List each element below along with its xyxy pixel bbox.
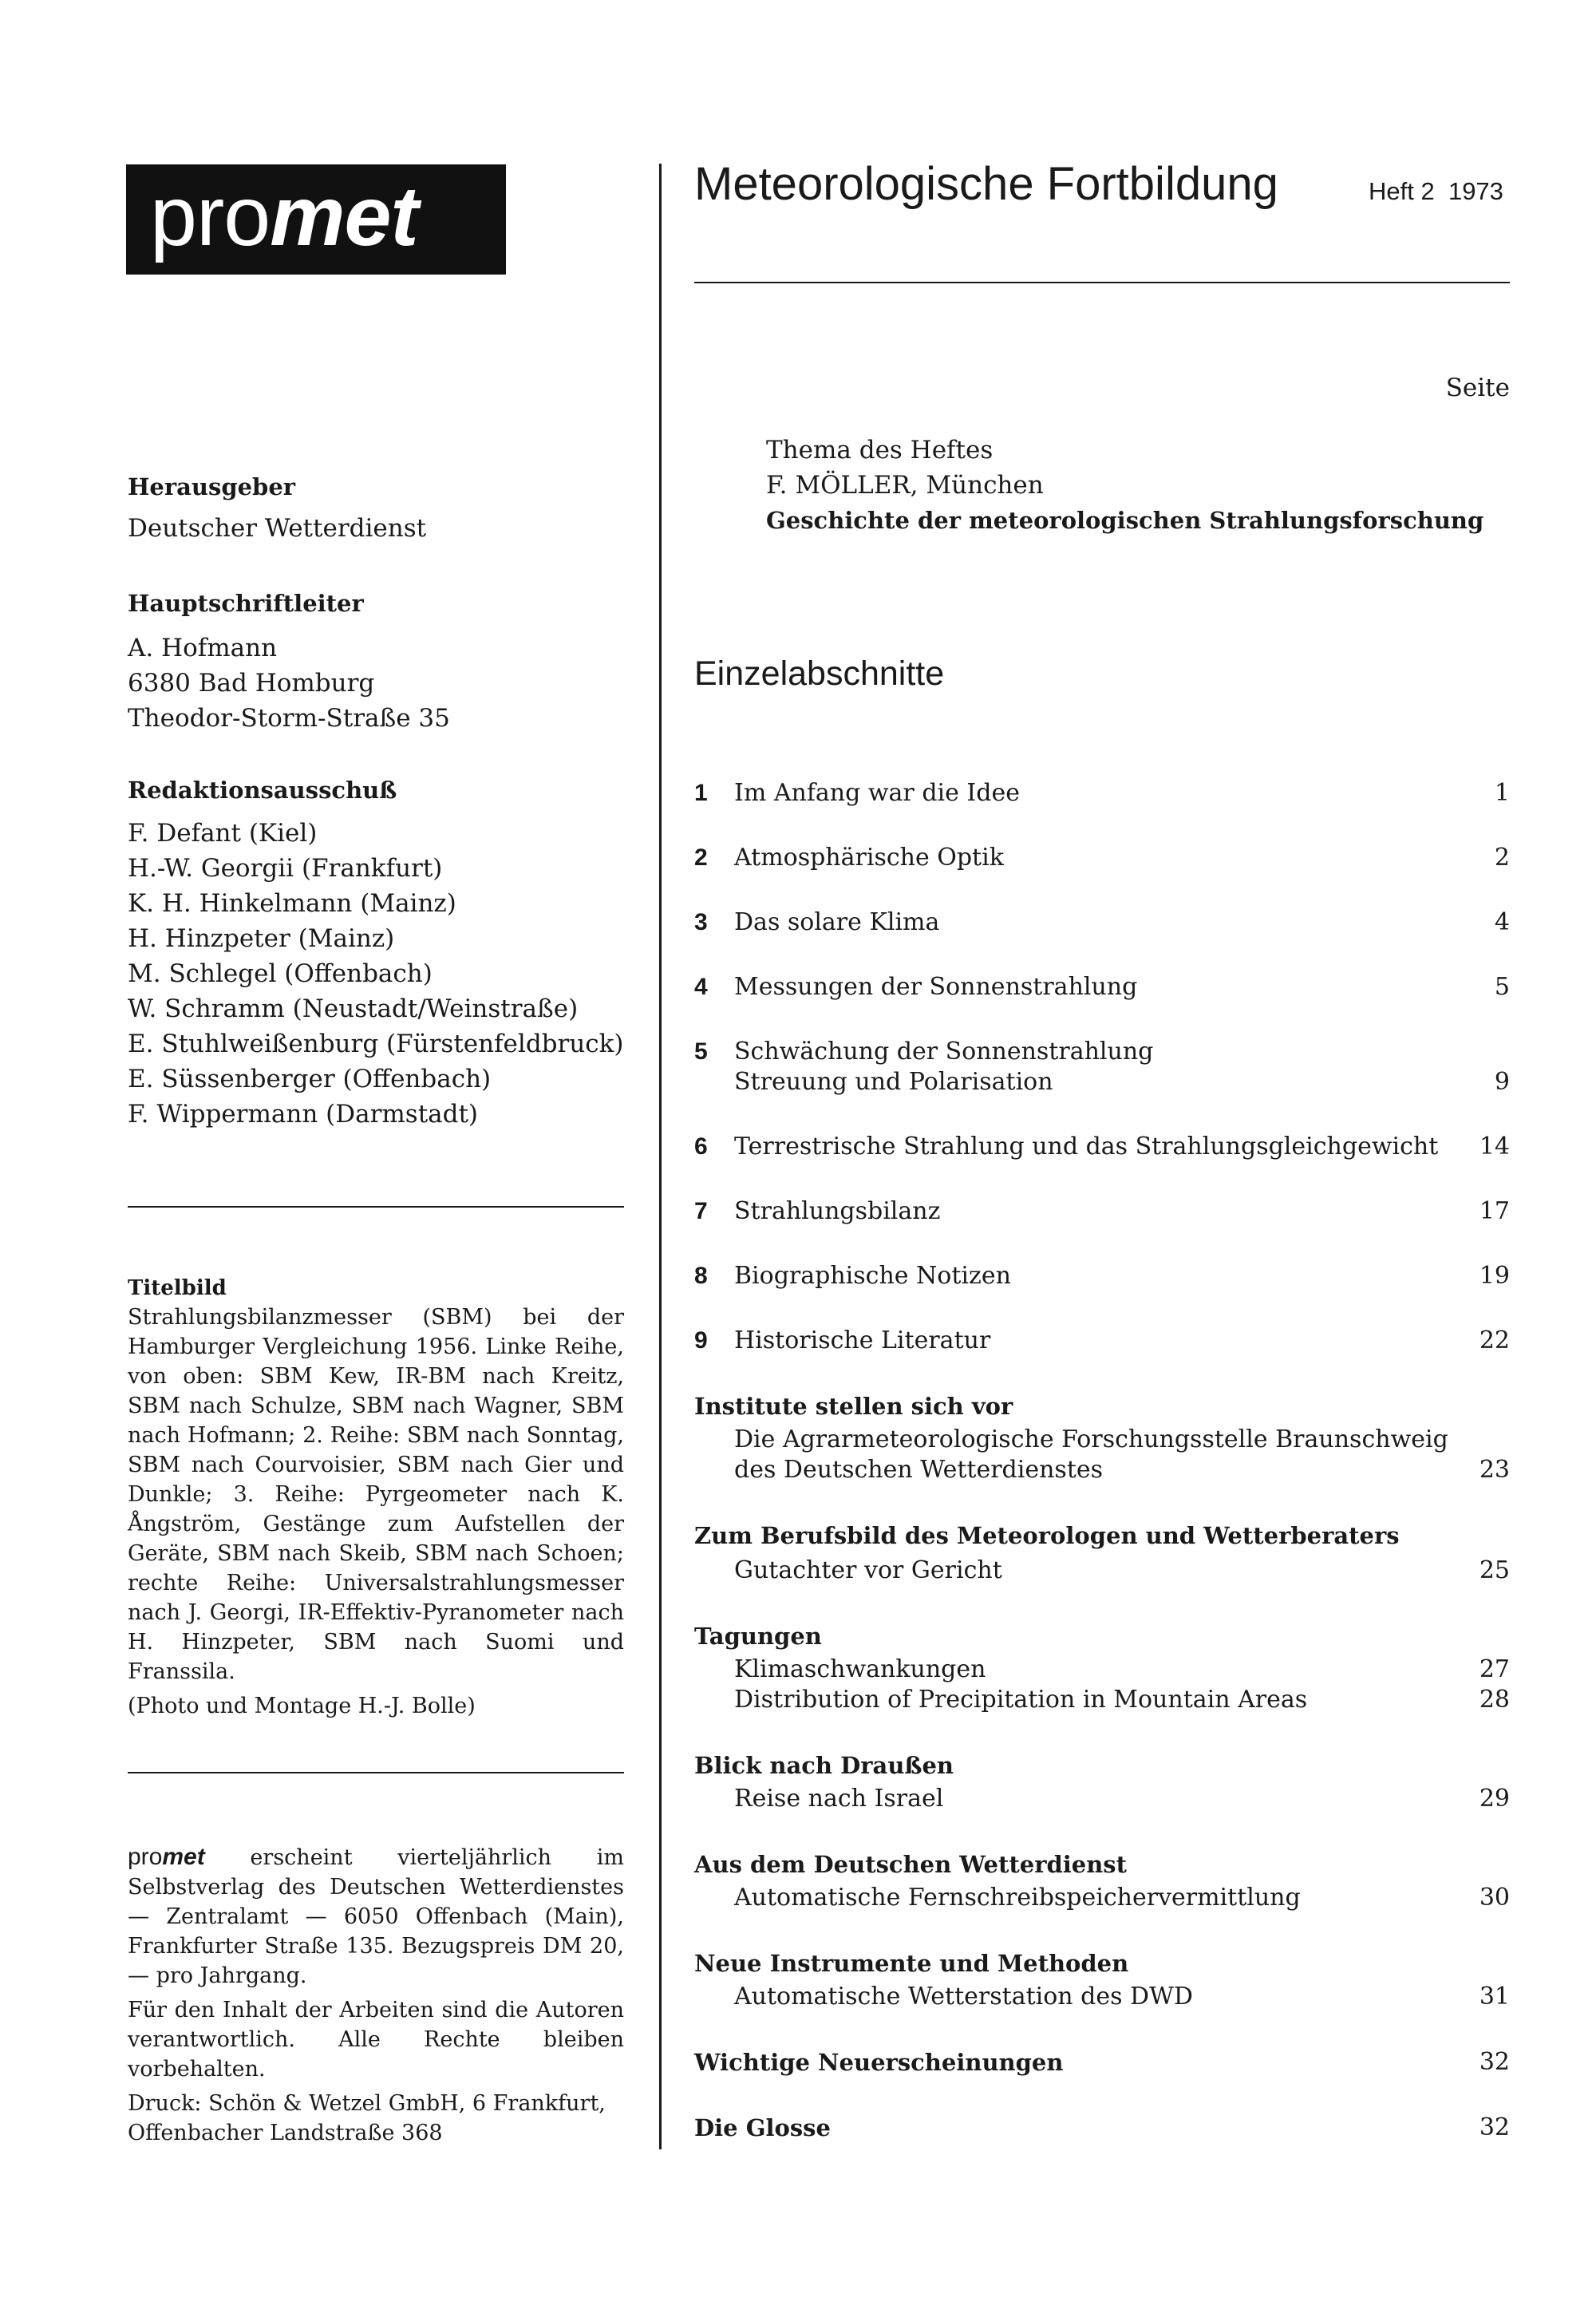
chapter-page: 19 <box>1479 1262 1510 1290</box>
chapter-title: Terrestrische Strahlung und das Strahlungsgleichgewicht <box>734 1133 1439 1160</box>
chapter-subtitle: Streuung und Polarisation <box>734 1068 1053 1096</box>
chapter-number: 2 <box>694 844 708 871</box>
redaktion-member: E. Stuhlweißenburg (Fürstenfeldbruck) <box>128 1030 624 1058</box>
entry-title: Reise nach Israel <box>734 1785 944 1813</box>
theme-author: F. MÖLLER, München <box>766 471 1044 500</box>
entry-page: 25 <box>1479 1556 1510 1584</box>
chapter-title: Schwächung der Sonnenstrahlung <box>734 1038 1154 1066</box>
titelbild-credit: (Photo und Montage H.-J. Bolle) <box>128 1694 476 1718</box>
left-rule-2 <box>128 1772 624 1773</box>
chapter-number: 5 <box>694 1038 708 1065</box>
section-heading-neuerscheinungen: Wichtige Neuerscheinungen <box>694 2049 1064 2076</box>
theme-block <box>766 433 1483 538</box>
chapter-number: 6 <box>694 1133 708 1160</box>
chapter-row[interactable] <box>694 1037 1510 1097</box>
entry-page: 31 <box>1479 1983 1510 2011</box>
chapter-number: 8 <box>694 1263 708 1289</box>
promet-logo <box>126 164 506 275</box>
logo-light-text: pro <box>150 169 271 263</box>
chapter-number: 3 <box>694 909 708 935</box>
titelbild-caption: Strahlungsbilanzmesser (SBM) bei der Hamburger Vergleichung 1956. Linke Reihe, von oben: SBM Kew, IR-BM nach Kreitz, SBM nach Schulze, SBM nach Wagner, SBM nach Hofmann; 2. Reihe: SBM nach Sonntag, SBM nach Courvoisier, SBM nach Gier und Dunkle; 3. Reihe: Pyrgeometer nach K. Ångström, Gestänge zum Aufstellen der Geräte, SBM nach Skeib, SBM nach Schoen; rechte Reihe: Universalstrahlungsmesser nach J. Georgi, IR-Effektiv-Pyranometer nach H. Hinzpeter, SBM nach Suomi und Franssila. <box>128 1305 624 1684</box>
redaktion-member: K. H. Hinkelmann (Mainz) <box>128 889 456 918</box>
imprint-logo-bold: met <box>162 1844 205 1870</box>
chapter-page: 2 <box>1494 844 1510 872</box>
issue-number: Heft 2 <box>1369 177 1435 205</box>
section-heading-glosse: Die Glosse <box>694 2114 831 2141</box>
entry-title: Gutachter vor Gericht <box>734 1556 1002 1584</box>
entry-title: Automatische Fernschreibspeichervermittlung <box>734 1884 1301 1912</box>
chapter-page: 4 <box>1494 908 1510 936</box>
section-heading-tagungen: Tagungen <box>694 1623 822 1650</box>
chapter-title: Biographische Notizen <box>734 1262 1011 1290</box>
chapter-title: Das solare Klima <box>734 908 940 936</box>
section-heading-blick: Blick nach Draußen <box>694 1752 954 1779</box>
hauptschriftleiter-city: 6380 Bad Homburg <box>128 669 375 698</box>
issue-info <box>1369 176 1503 208</box>
section-list <box>694 1391 1510 2141</box>
imprint-logo-light: pro <box>128 1844 163 1870</box>
entry-title: Die Agrarmeteorologische Forschungsstelle Braunschweig <box>734 1425 1448 1453</box>
hauptschriftleiter-street: Theodor-Storm-Straße 35 <box>128 704 450 733</box>
entry-title-cont: des Deutschen Wetterdienstes <box>734 1456 1104 1484</box>
journal-title: Meteorologische Fortbildung <box>694 158 1278 210</box>
seite-label: Seite <box>1445 374 1510 402</box>
section-heading-dwd: Aus dem Deutschen Wetterdienst <box>694 1851 1128 1878</box>
chapter-title: Atmosphärische Optik <box>734 844 1004 872</box>
imprint-responsibility: Für den Inhalt der Arbeiten sind die Autoren verantwortlich. Alle Rechte bleiben vorbehalten. <box>128 1998 624 2082</box>
chapter-number: 1 <box>694 780 708 806</box>
chapter-number: 4 <box>694 974 708 1000</box>
left-rule-1 <box>128 1206 624 1208</box>
imprint-block <box>128 1842 624 2153</box>
entry-page: 32 <box>1479 2113 1510 2141</box>
chapter-page: 22 <box>1479 1327 1510 1354</box>
imprint-logo <box>128 1844 205 1870</box>
hauptschriftleiter-name: A. Hofmann <box>128 634 278 662</box>
chapter-title: Strahlungsbilanz <box>734 1197 941 1225</box>
chapter-title: Historische Literatur <box>734 1327 991 1354</box>
section-heading-berufsbild: Zum Berufsbild des Meteorologen und Wetterberaters <box>694 1522 1400 1549</box>
entry-page: 30 <box>1479 1884 1510 1912</box>
chapter-number: 9 <box>694 1327 708 1354</box>
titelbild-label: Titelbild <box>128 1276 227 1300</box>
chapter-number: 7 <box>694 1198 708 1224</box>
hauptschriftleiter-block <box>128 587 450 736</box>
titelbild-block <box>128 1274 624 1726</box>
entry-title: Klimaschwankungen <box>734 1655 986 1683</box>
section-entry[interactable] <box>694 1425 1510 1485</box>
theme-label: Thema des Heftes <box>766 436 994 465</box>
hauptschriftleiter-label: Hauptschriftleiter <box>128 590 364 617</box>
redaktion-member: E. Süssenberger (Offenbach) <box>128 1065 492 1093</box>
entry-page: 23 <box>1479 1456 1510 1484</box>
redaktion-block <box>128 774 624 1132</box>
entry-page: 29 <box>1479 1785 1510 1813</box>
herausgeber-block <box>128 471 426 546</box>
redaktion-member: F. Defant (Kiel) <box>128 819 318 848</box>
redaktion-member: M. Schlegel (Offenbach) <box>128 959 433 988</box>
redaktion-member: H. Hinzpeter (Mainz) <box>128 924 395 953</box>
imprint-publisher-text: erscheint vierteljährlich im Selbstverlag des Deutschen Wetterdienstes — Zentralamt — 6050 Offenbach (Main), Frankfurter Straße 135. Bezugspreis DM 20,— pro Jahrgang. <box>128 1845 624 1988</box>
column-divider <box>659 164 662 2149</box>
imprint-text <box>128 1842 624 2148</box>
entry-title: Distribution of Precipitation in Mountain Areas <box>734 1686 1308 1714</box>
herausgeber-value: Deutscher Wetterdienst <box>128 514 427 543</box>
entry-page: 32 <box>1479 2048 1510 2076</box>
herausgeber-label: Herausgeber <box>128 473 296 500</box>
chapter-page: 17 <box>1479 1197 1510 1225</box>
chapter-title: Im Anfang war die Idee <box>734 779 1020 807</box>
titelbild-text <box>128 1303 624 1721</box>
section-heading-instrumente: Neue Instrumente und Methoden <box>694 1950 1129 1977</box>
redaktion-label: Redaktionsausschuß <box>128 777 397 804</box>
redaktion-member: W. Schramm (Neustadt/Weinstraße) <box>128 994 579 1023</box>
logo-bold-text: met <box>270 169 418 263</box>
entry-title: Automatische Wetterstation des DWD <box>734 1983 1193 2011</box>
chapter-page: 9 <box>1494 1068 1510 1096</box>
chapter-page: 1 <box>1494 779 1510 807</box>
entry-page: 28 <box>1479 1686 1510 1714</box>
header-rule <box>694 282 1510 283</box>
imprint-print: Druck: Schön & Wetzel GmbH, 6 Frankfurt, Offenbacher Landstraße 368 <box>128 2091 606 2145</box>
section-heading: Einzelabschnitte <box>694 654 945 693</box>
issue-year: 1973 <box>1448 177 1503 205</box>
imprint-publisher <box>128 1842 624 1991</box>
theme-title: Geschichte der meteorologischen Strahlungsforschung <box>766 507 1484 534</box>
entry-page: 27 <box>1479 1655 1510 1683</box>
chapter-page: 14 <box>1479 1133 1510 1160</box>
section-heading-institute: Institute stellen sich vor <box>694 1393 1013 1420</box>
redaktion-member: F. Wippermann (Darmstadt) <box>128 1100 479 1129</box>
redaktion-member: H.-W. Georgii (Frankfurt) <box>128 854 443 883</box>
chapter-title: Messungen der Sonnenstrahlung <box>734 973 1138 1001</box>
chapter-page: 5 <box>1494 973 1510 1001</box>
